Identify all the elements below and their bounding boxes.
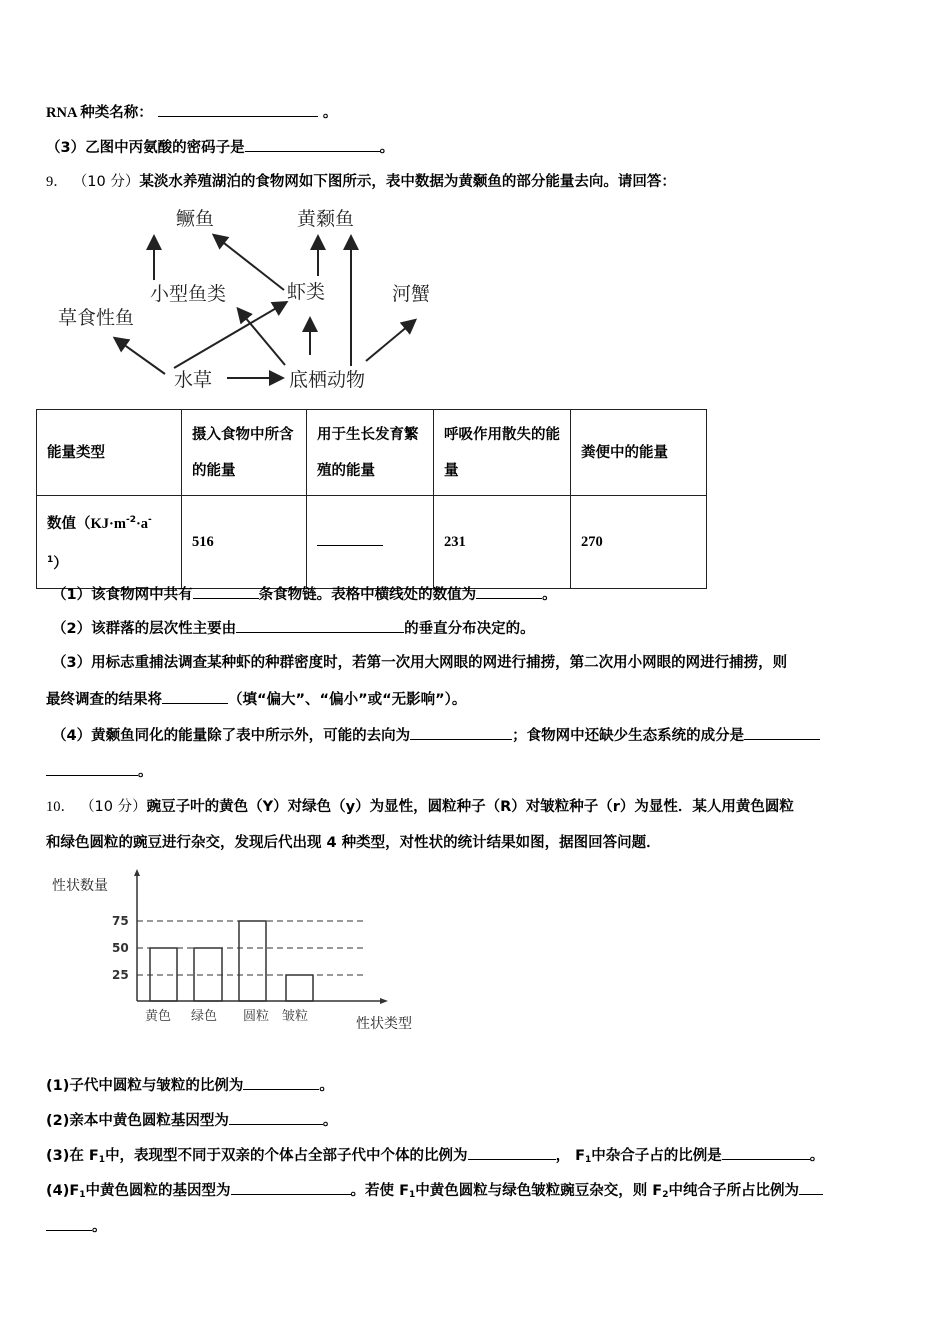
node-small-fish: 小型鱼类 <box>150 283 227 305</box>
q9-part4-line2: 。 <box>46 761 153 782</box>
bar-wrinkled <box>286 975 313 1001</box>
q10-part2: (2)亲本中黄色圆粒基因型为 。 <box>46 1110 337 1131</box>
answer-blank <box>245 137 380 152</box>
table-header-cell: 能量类型 <box>37 410 182 496</box>
table-cell-growth-blank <box>307 496 434 589</box>
table-header-cell: 呼吸作用散失的能量 <box>434 410 571 496</box>
q10-stem-line1: 10． （10 分）豌豆子叶的黄色（Y）对绿色（y）为显性，圆粒种子（R）对皱粒种子（r）为显性．某人用黄色圆粒 <box>46 799 794 815</box>
answer-blank <box>722 1145 810 1160</box>
node-mandarin-fish: 鳜鱼 <box>176 208 215 230</box>
q9-part3-line1: （3）用标志重捕法调查某种虾的种群密度时，若第一次用大网眼的网进行捕捞，第二次用小网眼的网进行捕捞，则 <box>52 655 788 671</box>
answer-blank <box>162 689 228 704</box>
food-web-diagram <box>44 198 464 398</box>
node-crab: 河蟹 <box>392 283 431 305</box>
x-tick: 皱粒 <box>282 1009 309 1024</box>
q9-part4-line1: （4）黄颡鱼同化的能量除了表中所示外，可能的去向为 ；食物网中还缺少生态系统的成分是 <box>52 725 820 746</box>
q8-part3-line: （3）乙图中丙氨酸的密码子是 。 <box>46 137 394 158</box>
table-header-row <box>37 410 707 496</box>
table-header-cell: 用于生长发育繁殖的能量 <box>307 410 434 496</box>
table-row <box>37 496 707 589</box>
q10-number: 10． <box>46 799 75 815</box>
table-header-cell: 摄入食物中所含的能量 <box>182 410 307 496</box>
q9-number: 9． <box>46 174 68 190</box>
answer-blank <box>799 1180 823 1195</box>
q10-part1: (1)子代中圆粒与皱粒的比例为 。 <box>46 1075 334 1096</box>
answer-blank <box>410 725 512 740</box>
answer-blank <box>744 725 820 740</box>
q9-part2: （2）该群落的层次性主要由 的垂直分布决定的。 <box>52 618 535 639</box>
q9-part1: （1）该食物网中共有 条食物链。表格中横线处的数值为 。 <box>52 584 557 605</box>
node-benthic-animals: 底栖动物 <box>289 369 366 391</box>
table-cell-respiration: 231 <box>434 496 571 589</box>
answer-blank <box>46 1216 92 1231</box>
y-axis-label: 性状数量 <box>52 878 108 894</box>
y-tick: 25 <box>112 968 129 982</box>
q9-part3-line2: 最终调查的结果将 （填“偏大”、“偏小”或“无影响”）。 <box>46 689 466 710</box>
answer-blank <box>231 1180 351 1195</box>
q9-score: （10 分） <box>72 174 140 190</box>
q10-part4-line1: $(4)F_1$中黄色圆粒的基因型为 。若使 $F_1$中黄色圆粒与绿色皱粒豌豆杂交，则 $F_2$中纯合子所占比例为 <box>46 1180 823 1205</box>
q9-stem-text: 某淡水养殖湖泊的食物网如下图所示，表中数据为黄颡鱼的部分能量去向。请回答： <box>139 174 676 190</box>
q8-rna-line: RNA 种类名称： 。 <box>46 102 337 123</box>
node-herbivorous-fish: 草食性鱼 <box>58 307 135 329</box>
x-tick: 黄色 <box>145 1009 172 1024</box>
y-tick: 75 <box>112 914 129 928</box>
node-yellow-catfish: 黄颡鱼 <box>297 208 355 230</box>
bar-round <box>239 921 266 1001</box>
q8-part3-label: （3）乙图中丙氨酸的密码子是 <box>46 140 245 156</box>
table-header-cell: 粪便中的能量 <box>571 410 707 496</box>
q10-score: （10 分） <box>80 799 147 815</box>
table-cell-intake: 516 <box>182 496 307 589</box>
node-water-grass: 水草 <box>174 369 213 391</box>
q10-part4-line2: 。 <box>46 1216 107 1237</box>
answer-blank <box>158 102 318 117</box>
energy-table <box>36 409 707 589</box>
trait-bar-chart <box>44 866 424 1036</box>
rna-label: RNA 种类名称： <box>46 105 153 121</box>
x-axis-label: 性状类型 <box>356 1016 412 1032</box>
q10-stem-line2: 和绿色圆粒的豌豆进行杂交，发现后代出现 4 种类型，对性状的统计结果如图，据图回答问题． <box>46 835 661 851</box>
answer-blank <box>229 1110 323 1125</box>
table-row-label: 数值（$KJ\cdot m^{-2}\cdot a^-$ $^1$） <box>37 496 182 589</box>
x-tick: 绿色 <box>191 1009 218 1024</box>
y-tick: 50 <box>112 941 129 955</box>
answer-blank <box>243 1075 319 1090</box>
x-tick: 圆粒 <box>243 1009 270 1024</box>
answer-blank <box>46 761 138 776</box>
q10-part3: (3)在 $F_1$中，表现型不同于双亲的个体占全部子代中个体的比例为 ， $F_1$中杂合子占的比例是 。 <box>46 1145 824 1170</box>
answer-blank <box>317 531 383 546</box>
q9-stem <box>46 172 676 192</box>
answer-blank <box>468 1145 556 1160</box>
answer-blank <box>193 584 259 599</box>
node-shrimp: 虾类 <box>287 281 326 303</box>
answer-blank <box>236 618 404 633</box>
answer-blank <box>476 584 542 599</box>
table-cell-feces: 270 <box>571 496 707 589</box>
